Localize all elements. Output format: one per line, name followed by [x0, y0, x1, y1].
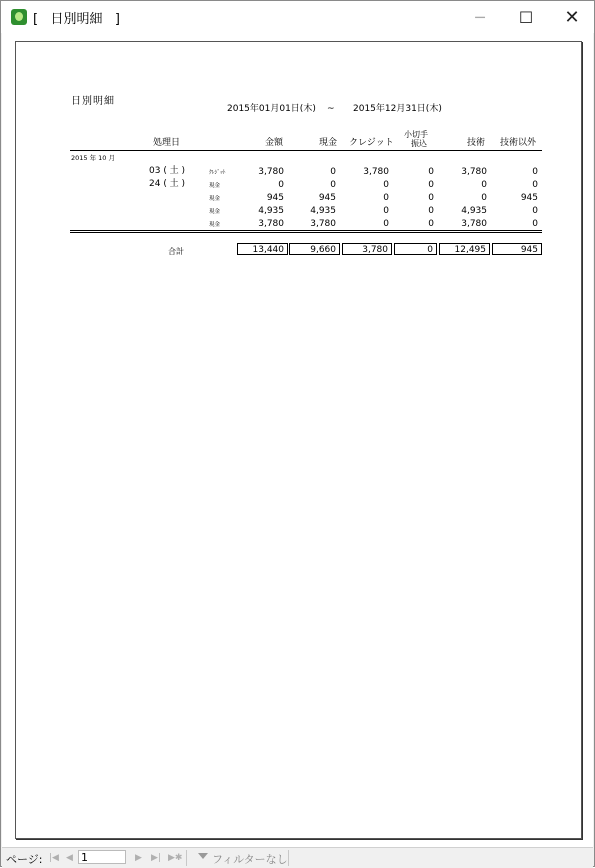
total-non-tech: 945 [492, 243, 542, 255]
first-page-icon[interactable]: |◀ [49, 853, 59, 863]
report-title: 日別明細 [71, 96, 115, 107]
row-credit: 3,780 [363, 167, 389, 177]
row-tech: 0 [481, 193, 487, 203]
last-page-icon[interactable]: ▶| [151, 853, 161, 863]
header-date: 処理日 [153, 138, 181, 148]
header-cash: 現金 [319, 138, 338, 148]
maximize-button[interactable]: ☐ [518, 7, 534, 27]
row-amount: 3,780 [258, 219, 284, 229]
row-tech: 4,935 [461, 206, 487, 216]
row-tech: 3,780 [461, 219, 487, 229]
header-credit: クレジット [349, 138, 394, 148]
row-category: 現金 [209, 196, 221, 202]
row-credit: 0 [383, 219, 389, 229]
page-number-input[interactable]: 1 [78, 850, 126, 864]
minimize-button[interactable]: ─ [475, 7, 485, 27]
total-amount: 13,440 [237, 243, 288, 255]
divider [288, 850, 289, 866]
row-date: 03 ( 土 ) [149, 166, 186, 176]
filter-status[interactable]: フィルターなし [212, 853, 288, 866]
row-non-tech: 945 [520, 193, 538, 203]
row-credit: 0 [383, 193, 389, 203]
header-tech: 技術 [467, 138, 486, 148]
row-non-tech: 0 [532, 167, 538, 177]
row-credit: 0 [383, 206, 389, 216]
row-amount: 4,935 [258, 206, 284, 216]
row-non-tech: 0 [532, 180, 538, 190]
row-check: 0 [428, 206, 434, 216]
header-amount: 金額 [265, 138, 284, 148]
header-non-tech: 技術以外 [500, 138, 537, 148]
total-rule-top [70, 230, 542, 231]
row-category: 現金 [209, 222, 221, 228]
row-date: 24 ( 土 ) [149, 179, 186, 189]
total-rule-bottom [70, 232, 542, 233]
divider [186, 850, 187, 866]
range-end: 2015年12月31日(木) [353, 104, 442, 114]
row-category: ｸﾚｼﾞｯﾄ [209, 170, 226, 176]
new-record-icon[interactable]: ▶✱ [168, 853, 183, 863]
row-category: 現金 [209, 183, 221, 189]
header-rule [70, 150, 542, 151]
next-page-icon[interactable]: ▶ [135, 853, 142, 863]
row-amount: 945 [266, 193, 284, 203]
filter-icon [198, 853, 208, 859]
row-tech: 0 [481, 180, 487, 190]
row-amount: 3,780 [258, 167, 284, 177]
row-check: 0 [428, 193, 434, 203]
row-category: 現金 [209, 209, 221, 215]
report-page [15, 41, 582, 839]
row-credit: 0 [383, 180, 389, 190]
title-bar [1, 1, 594, 33]
window-title: [ 日別明細 ] [33, 12, 120, 27]
total-cash: 9,660 [289, 243, 340, 255]
range-separator: ~ [327, 104, 335, 114]
prev-page-icon[interactable]: ◀ [66, 853, 73, 863]
header-check-line2: 振込 [411, 139, 427, 148]
close-button[interactable]: ✕ [564, 6, 580, 28]
month-label: 2015 年 10 月 [71, 154, 116, 162]
row-cash: 0 [330, 167, 336, 177]
app-icon [11, 9, 27, 25]
total-credit: 3,780 [342, 243, 392, 255]
total-label: 合計 [168, 247, 184, 256]
total-check: 0 [394, 243, 437, 255]
row-tech: 3,780 [461, 167, 487, 177]
row-cash: 3,780 [310, 219, 336, 229]
row-non-tech: 0 [532, 219, 538, 229]
status-bar [2, 847, 593, 868]
row-amount: 0 [278, 180, 284, 190]
total-tech: 12,495 [439, 243, 490, 255]
row-cash: 945 [318, 193, 336, 203]
range-start: 2015年01月01日(木) [227, 104, 316, 114]
header-check-line1: 小切手 [404, 130, 428, 139]
row-cash: 4,935 [310, 206, 336, 216]
row-non-tech: 0 [532, 206, 538, 216]
row-cash: 0 [330, 180, 336, 190]
page-label: ページ: [6, 853, 43, 866]
row-check: 0 [428, 219, 434, 229]
row-check: 0 [428, 180, 434, 190]
row-check: 0 [428, 167, 434, 177]
preview-area[interactable] [2, 33, 593, 847]
